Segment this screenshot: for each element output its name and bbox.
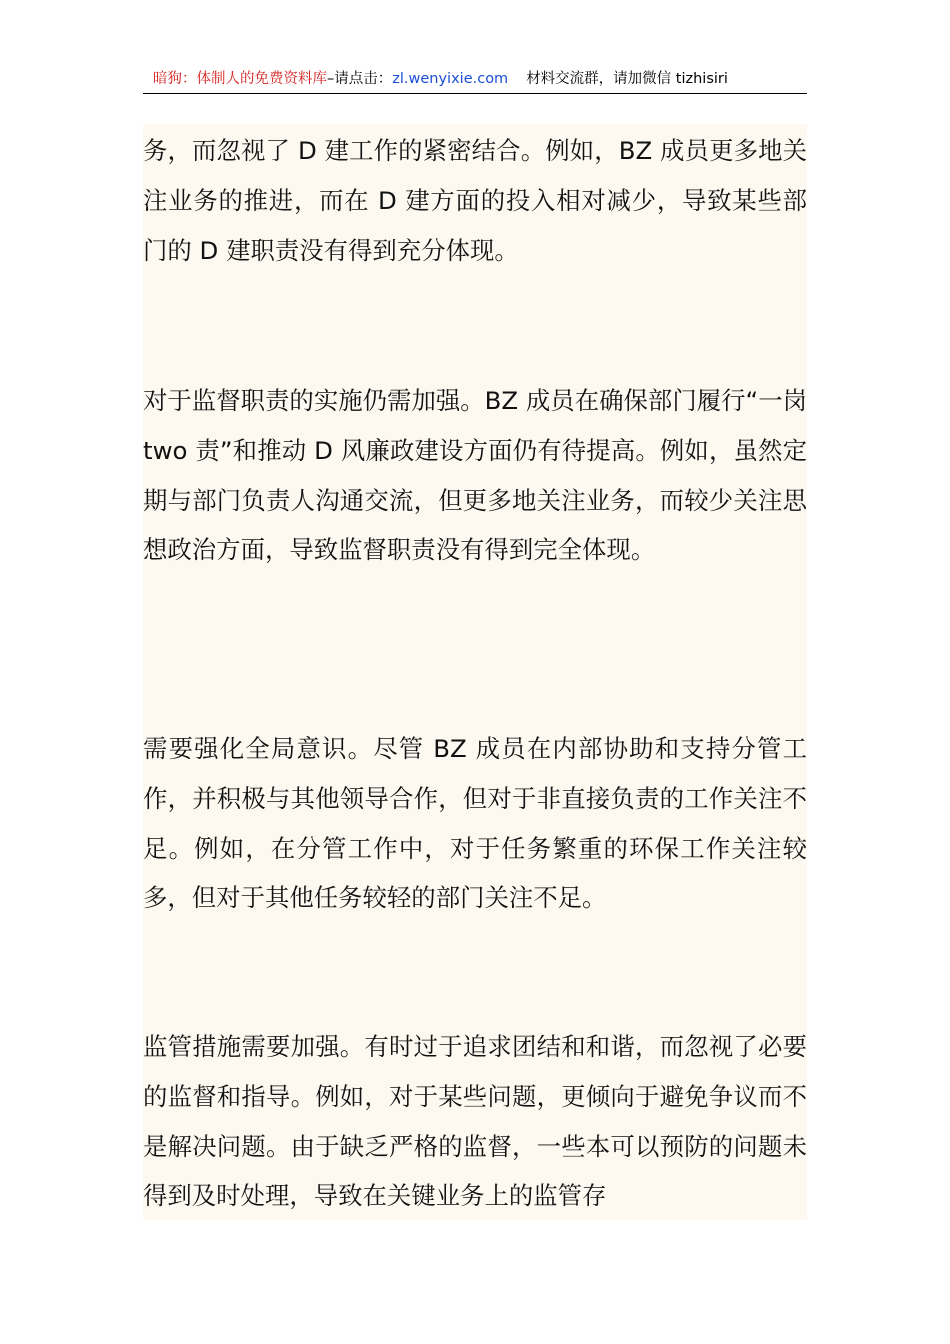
paragraph-2: 对于监督职责的实施仍需加强。BZ 成员在确保部门履行“一岗 two 责”和推动 D 风廉政建设方面仍有待提高。例如，虽然定期与部门负责人沟通交流，但更多地关注业务，而较少关注思想政治方面，导致监督职责没有得到完全体现。 bbox=[143, 386, 807, 565]
paragraph-4: 监管措施需要加强。有时过于追求团结和和谐，而忽视了必要的监督和指导。例如，对于某些问题，更倾向于避免争议而不是解决问题。由于缺乏严格的监督，一些本可以预防的问题未得到及时处理，导致在关键业务上的监管存 bbox=[143, 1032, 807, 1211]
document-body bbox=[143, 124, 807, 1220]
page-header bbox=[143, 68, 807, 94]
header-click-prompt: –请点击： bbox=[327, 71, 393, 87]
header-link[interactable]: zl.wenyixie.com bbox=[392, 71, 509, 87]
header-brand: 暗狗：体制人的免费资料库 bbox=[153, 71, 327, 87]
paragraph-3: 需要强化全局意识。尽管 BZ 成员在内部协助和支持分管工作，并积极与其他领导合作，但对于非直接负责的工作关注不足。例如，在分管工作中，对于任务繁重的环保工作关注较多，但对于其他任务较轻的部门关注不足。 bbox=[143, 734, 807, 913]
paragraph-1: 务，而忽视了 D 建工作的紧密结合。例如，BZ 成员更多地关注业务的推进，而在 D 建方面的投入相对减少，导致某些部门的 D 建职责没有得到充分体现。 bbox=[143, 136, 807, 265]
header-group-note: 材料交流群，请加微信 tizhisiri bbox=[526, 71, 728, 87]
